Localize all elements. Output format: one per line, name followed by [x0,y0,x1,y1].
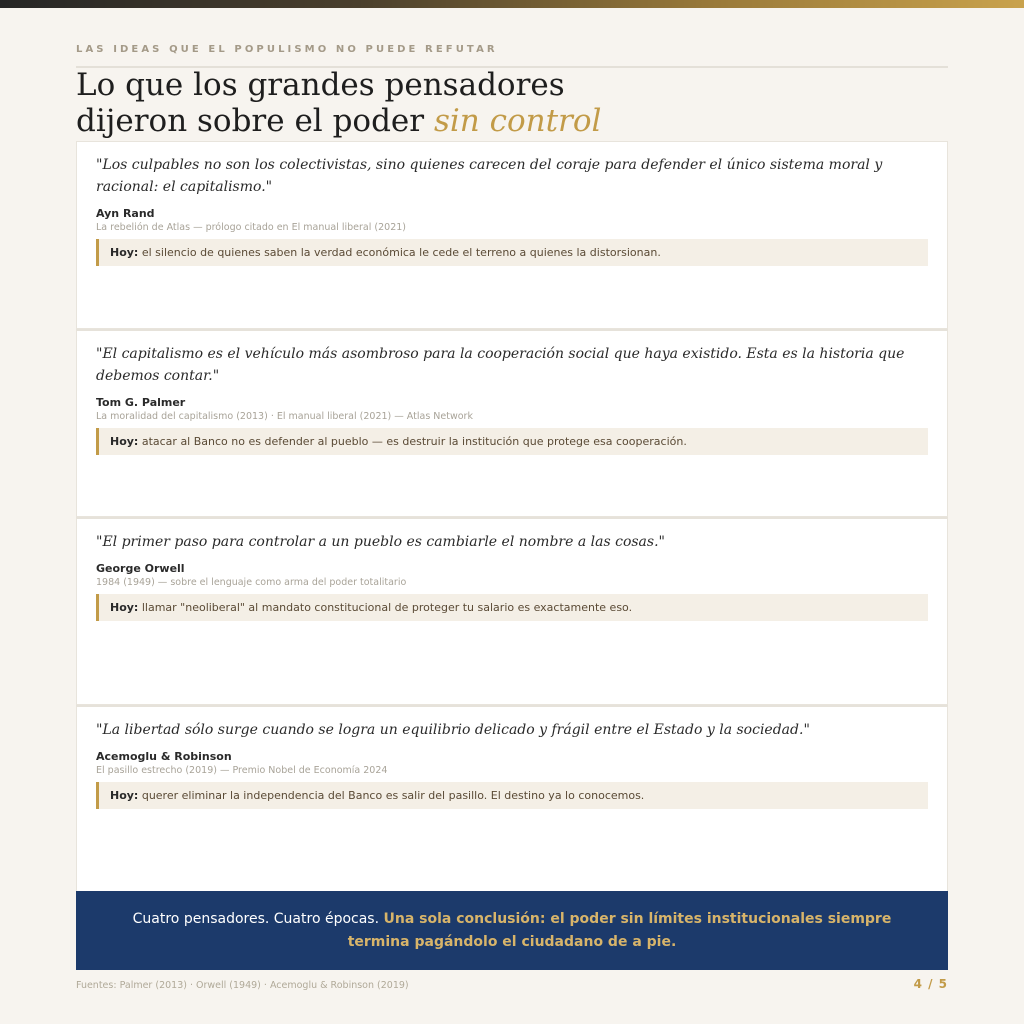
kicker-label: LAS IDEAS QUE EL POPULISMO NO PUEDE REFUTAR [76,44,498,55]
today-callout [96,782,928,809]
quote-source: La rebelión de Atlas — prólogo citado en El manual liberal (2021) [96,222,406,233]
quote-text: "El capitalismo es el vehículo más asombroso para la cooperación social que haya existido. Esta es la historia que debemos contar." [96,346,905,384]
today-label: Hoy: [110,246,139,259]
today-callout [96,594,928,621]
quote-text: "El primer paso para controlar a un pueblo es cambiarle el nombre a las cosas." [96,534,665,550]
quote-text: "La libertad sólo surge cuando se logra un equilibrio delicado y frágil entre el Estado y la sociedad." [96,722,810,738]
quote-author: Acemoglu & Robinson [96,750,232,763]
conclusion-highlight: Una sola conclusión: el poder sin límites institucionales siempre termina pagándolo el ciudadano de a pie. [347,910,892,950]
quote-source: La moralidad del capitalismo (2013) · El manual liberal (2021) — Atlas Network [96,411,473,422]
today-callout [96,239,928,266]
quote-source: 1984 (1949) — sobre el lenguaje como arma del poder totalitario [96,577,407,588]
title-line-1: Lo que los grandes pensadores [76,67,565,103]
quote-list [76,141,948,893]
top-gradient-bar [0,0,1024,8]
today-text: querer eliminar la independencia del Banco es salir del pasillo. El destino ya lo conocemos. [138,789,645,802]
conclusion-plain: Cuatro pensadores. Cuatro épocas. [132,910,384,927]
quote-card [76,141,948,329]
page-indicator: 4 / 5 [913,977,948,991]
conclusion-banner [76,891,948,970]
quote-card [76,517,948,705]
quote-author: George Orwell [96,562,185,575]
quote-text: "Los culpables no son los colectivistas, sino quienes carecen del coraje para defender el único sistema moral y racional: el capitalismo." [96,157,883,195]
today-label: Hoy: [110,435,139,448]
today-label: Hoy: [110,789,139,802]
quote-author: Ayn Rand [96,207,155,220]
quote-card [76,705,948,893]
quote-card [76,329,948,517]
today-callout [96,428,928,455]
page-title [76,67,601,139]
conclusion-text [116,908,908,954]
today-text: llamar "neoliberal" al mandato constitucional de proteger tu salario es exactamente eso. [138,601,633,614]
quote-author: Tom G. Palmer [96,396,186,409]
title-line-2: dijeron sobre el poder [76,103,434,139]
quote-source: El pasillo estrecho (2019) — Premio Nobel de Economía 2024 [96,765,388,776]
footer-sources: Fuentes: Palmer (2013) · Orwell (1949) · Acemoglu & Robinson (2019) [76,980,409,991]
title-accent: sin control [433,103,602,139]
today-label: Hoy: [110,601,139,614]
today-text: el silencio de quienes saben la verdad económica le cede el terreno a quienes la distorsionan. [138,246,661,259]
today-text: atacar al Banco no es defender al pueblo — es destruir la institución que protege esa cooperación. [138,435,687,448]
